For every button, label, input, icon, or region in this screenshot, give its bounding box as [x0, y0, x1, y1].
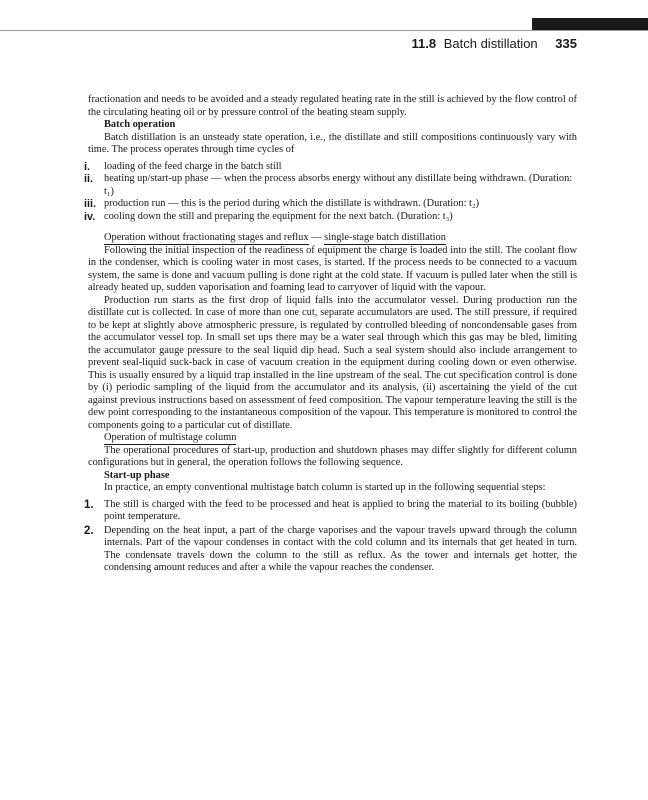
- startup-step-marker: 2.: [84, 524, 94, 537]
- header-rule: [0, 30, 648, 31]
- startup-heading: Start-up phase: [104, 469, 170, 481]
- startup-steps-list: [84, 498, 577, 575]
- cycle-item: [84, 160, 577, 174]
- running-head: [0, 36, 577, 51]
- single-stage-heading: [88, 232, 577, 245]
- cycle-text: cooling down the still and preparing the equipment for the next batch. (Duration: t₃): [104, 210, 453, 222]
- cycle-text: production run — this is the period during which the distillate is withdrawn. (Duration: t₂): [104, 198, 480, 209]
- startup-step-text: Depending on the heat input, a part of the charge vaporises and the vapour travels upward through the column internals. Part of the vapour condenses in contact with the cold column and its internals that get heated in turn. The condensate travels down the column to the still as reflux. As the tower and internals get hotter, the condensing amount reduces and after a while the vapour reaches the condenser.: [104, 524, 577, 573]
- cycle-marker: ii.: [84, 173, 93, 185]
- cycle-item: [84, 173, 577, 198]
- startup-step-marker: 1.: [84, 498, 94, 511]
- cycle-text: heating up/start-up phase — when the process absorbs energy without any distillate being withdrawn. (Duration: t₁): [104, 173, 573, 197]
- single-stage-heading-separator: —: [308, 232, 325, 243]
- startup-step: [84, 524, 577, 575]
- cycle-item: [84, 198, 577, 211]
- startup-paragraph: In practice, an empty conventional multistage batch column is started up in the following sequential steps:: [104, 482, 546, 493]
- cycle-list: [84, 160, 577, 224]
- intro-paragraph: fractionation and needs to be avoided and a steady regulated heating rate in the still is achieved by the flow control of the circulating heating oil or by pressure control of the heating steam supply.: [88, 94, 577, 118]
- section-number: 11.8: [411, 36, 437, 51]
- header-bar: [532, 18, 648, 30]
- single-stage-paragraph-1: Following the initial inspection of the readiness of equipment the charge is loaded into the still. The coolant flow in the condenser, which is cooling water in most cases, is started. If the process needs to be connected to a vacuum system, the same is done and vacuum pulling is done right at the cold state. If vacuum is pulled later when the still is already heated up, sudden vaporisation and foaming lead to carryover of liquid with the vapour.: [88, 244, 577, 293]
- single-stage-heading-part-b: single-stage batch distillation: [324, 232, 446, 243]
- multistage-paragraph: The operational procedures of start-up, production and shutdown phases may differ slightly for different column configurations but in general, the operation follows the following sequence.: [88, 444, 577, 468]
- startup-step-text: The still is charged with the feed to be processed and heat is applied to bring the material to its boiling (bubble) point temperature.: [104, 498, 577, 522]
- multistage-heading-line: [88, 432, 577, 445]
- single-stage-heading-part-a: Operation without fractionating stages and reflux: [104, 232, 309, 243]
- cycle-item: [84, 210, 577, 224]
- startup-step: [84, 498, 577, 524]
- cycle-text: loading of the feed charge in the batch still: [104, 160, 282, 172]
- body-text: [84, 94, 577, 576]
- cycle-marker: i.: [84, 160, 90, 173]
- cycle-marker: iv.: [84, 210, 96, 223]
- cycle-marker: iii.: [84, 198, 96, 210]
- batch-operation-paragraph: Batch distillation is an unsteady state operation, i.e., the distillate and still compositions continuously vary with time. The process operates through time cycles of: [88, 131, 577, 155]
- section-title: Batch distillation: [443, 36, 538, 51]
- single-stage-paragraph-2: Production run starts as the first drop of liquid falls into the accumulator vessel. During production run the distillate cut is collected. In case of more than one cut, separate accumulators are used. The still pressure, if required to be kept at slightly above atmospheric pressure, is regulated by controlled bleeding of noncondensable gases from the accumulator vessel top. In small set ups there may be a water seal through which this gas may be bled, limiting the accumulator gauge pressure to the seal liquid dip head. Such a seal system should also include arrangement to prevent seal-liquid suck-back in case of vacuum creation in the equipment during cooling down or even otherwise. This is usually ensured by a liquid trap installed in the line upstream of the seal. The cut specification control is done by (i) periodic sampling of the liquid from the accumulator and its analysis, (ii) ascertaining the yield of the cut against previous instructions based on assessment of feed composition. The vapour temperature leaving the still is the dew point corresponding to the instantaneous composition of the vapour. This temperature is monitored to control the components going to a particular cut of distillate.: [88, 294, 577, 431]
- page-number: 335: [555, 36, 577, 51]
- multistage-heading: Operation of multistage column: [104, 432, 237, 443]
- batch-operation-heading: Batch operation: [104, 119, 176, 130]
